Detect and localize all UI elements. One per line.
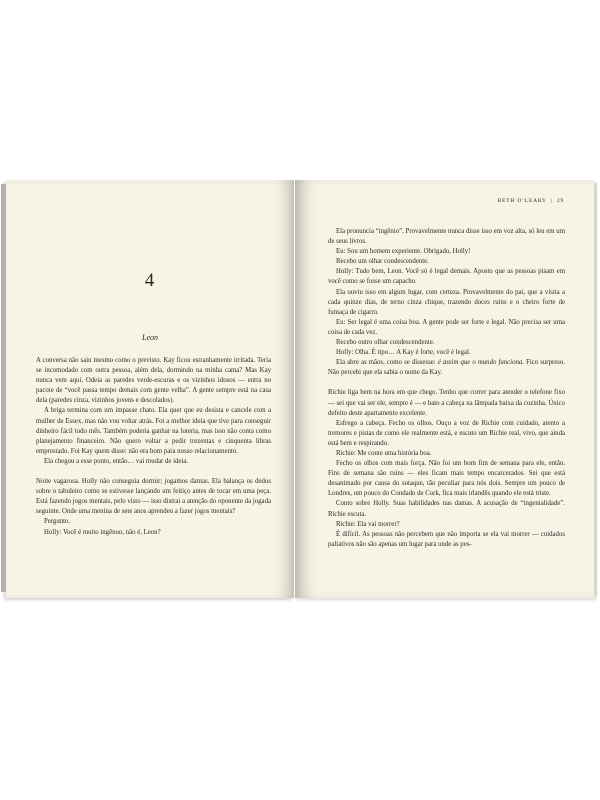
paragraph: Esfrego a cabeça. Fecho os olhos. Ouço a voz de Richie com cuidado, atento a tremores e pistas de como ele realmente está, e escuto um Richie real, vivo, que ainda está bem e respirando.: [328, 419, 565, 447]
paragraph: A briga termina com um impasse chato. Ela quer que eu desista e cancele com a mulher de Essex, mas não vou voltar atrás. Foi a melhor ideia que tive para conseguir dinheiro fácil todo mês. Também poderia ganhar na loteria, mas isso não conta como planejamento financeiro. Não quero voltar a pedir trezentas e cinquenta libras emprestado. Foi Kay quem disse: não era bom para nosso relacionamento.: [36, 407, 271, 455]
chapter-number: 4: [144, 270, 156, 291]
paragraph: Recebo um olhar condescendente.: [336, 258, 429, 266]
paragraph: Pergunto.: [44, 518, 71, 526]
paragraph: Holly: Você é muito ingênuo, não é, Leon?: [44, 528, 161, 536]
paragraph: Conto sobre Holly. Suas habilidades nas damas. A acusação de “ingenialidade”. Richie escuta.: [328, 500, 565, 518]
paragraph: É difícil. As pessoas não percebem que não importa se ela vai morrer — cuidados paliativos não são apenas um lugar para onde as pes-: [328, 530, 565, 548]
paragraph: Noite vagarosa. Holly não conseguia dormir; jogamos damas. Ela balança os dedos sobre o tabuleiro como se estivesse lançando um feitiço antes de tocar em uma peça. Está fazendo jogos mentais, pelo visto — isso distrai a atenção do oponente da jogada seguinte. Onde uma menina de sete anos aprendeu a fazer jogos mentais?: [36, 478, 271, 516]
page-number: 29: [556, 198, 564, 204]
left-page: [6, 180, 294, 598]
open-book: [6, 172, 594, 604]
left-page-body: [36, 356, 271, 538]
chapter-title: Leon: [142, 333, 158, 342]
paragraph: Ela pronuncia “ingênio”. Provavelmente nunca disse isso em voz alta, só leu em um de seus livros.: [328, 228, 565, 246]
paragraph: Eu: Ser legal é uma coisa boa. A gente pode ser forte e legal. Não precisa ser uma coisa de cada vez.: [328, 318, 565, 336]
paragraph-text: Ela abre as mãos, como se dissesse:: [336, 359, 436, 367]
paragraph: Holly: Tudo bem, Leon. Você só é legal demais. Aposto que as pessoas pisam em você como se fosse um capacho.: [328, 268, 565, 286]
paragraph: Eu: Sou um homem experiente. Obrigado, Holly!: [336, 248, 471, 256]
paragraph: Ela chegou a esse ponto, então… vai mudar de ideia.: [44, 457, 189, 465]
italic-phrase: é assim que o mundo funciona.: [437, 359, 524, 367]
right-page: [295, 180, 594, 598]
paragraph: Richie: Me conte uma história boa.: [336, 449, 432, 457]
paragraph-text: Fico surpreso. Não percebi que ela sabia o nome da Kay.: [328, 359, 565, 377]
right-page-body: [328, 227, 565, 550]
author-name: BETH O’LEARY: [497, 198, 547, 204]
paragraph: A conversa não saiu mesmo como o previsto. Kay ficou estranhamente irritada. Teria se incomodado com outra pessoa, além dela, dormindo na minha cama? Mas Kay nunca vem aqui. Odeia as paredes verde-escuras e os vizinhos idosos — entra no pacote de “você passa tempo demais com gente velha”. A gente sempre está na casa dela (paredes cinza, vizinhos jovens e descolados).: [36, 357, 271, 405]
separator: |: [550, 198, 553, 204]
paragraph: Holly: Olha. É tipo… A Kay é forte, você é legal.: [336, 349, 471, 357]
running-head: [498, 198, 564, 204]
paragraph: [328, 358, 565, 378]
paragraph: Ela ouviu isso em algum lugar, com certeza. Provavelmente do pai, que a visita a cada quinze dias, de terno cinza chique, trazendo doces ruins e o cheiro forte de fumaça de cigarro.: [328, 288, 565, 316]
paragraph: Recebo outro olhar condescendente.: [336, 339, 435, 347]
paragraph: Richie liga bem na hora em que chego. Tenho que correr para atender o telefone fixo — sei que vai ser ele, sempre é — e bato a cabeça na lâmpada baixa da cozinha. Único defeito deste apartamento excelente.: [328, 389, 565, 417]
paragraph: Richie: Ela vai morrer?: [336, 520, 400, 528]
paragraph: Fecho os olhos com mais força. Não foi um bom fim de semana para ele, então. Fins de semana são ruins — eles ficam mais tempo encarcerados. Sei que está desanimado por causa do sotaque, tão peculiar para nós dois. Sempre um pouco de Londres, um pouco do Condado de Cork, fica mais irlandês quando ele está triste.: [328, 460, 565, 498]
